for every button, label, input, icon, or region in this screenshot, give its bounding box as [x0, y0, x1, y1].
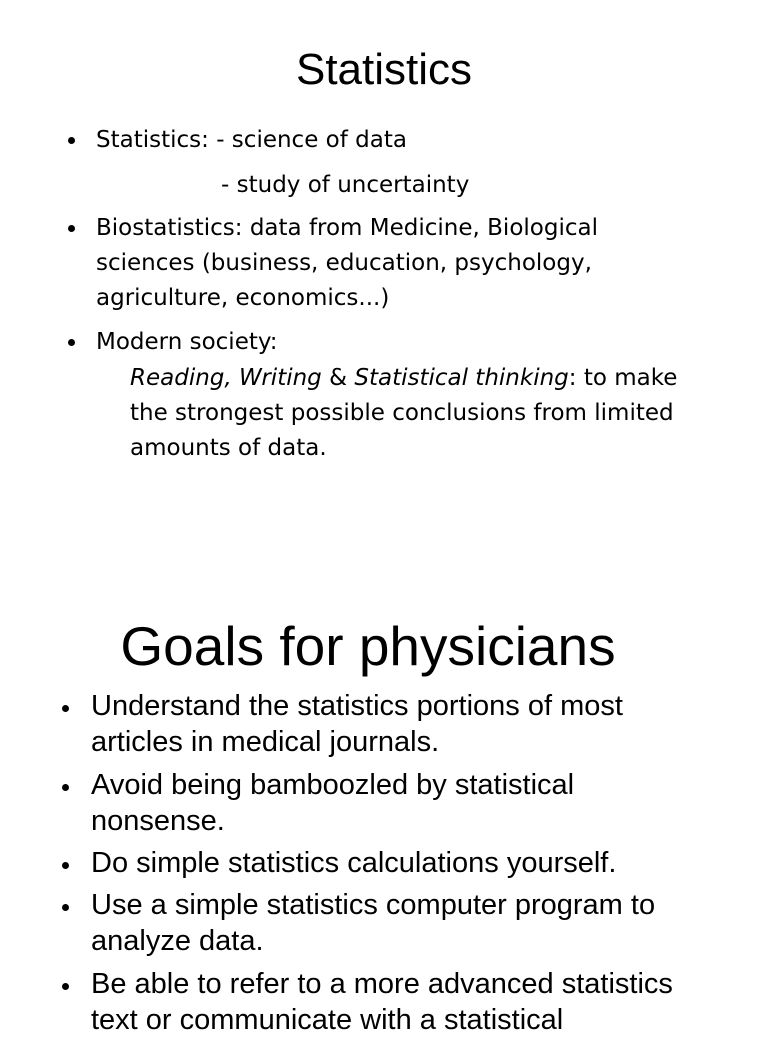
sub-text: [130, 361, 677, 396]
slide-goals-for-physicians: [0, 520, 768, 1036]
bullet-text: Use a simple statistics computer program to: [91, 889, 656, 921]
bullet-dot: [68, 339, 80, 351]
bullet-dot: [62, 983, 74, 995]
bullet-text: Statistics: - science of data: [96, 127, 407, 153]
bullet-text-continuation: articles in medical journals.: [91, 726, 440, 758]
bullet-text: Understand the statistics portions of most: [91, 690, 623, 722]
bullet-text: Avoid being bamboozled by statistical: [91, 769, 575, 801]
emphasis-text: Statistical thinking: [354, 365, 569, 391]
sub-text: amounts of data.: [130, 435, 327, 461]
sub-text: the strongest possible conclusions from limited: [130, 400, 674, 426]
slide-title: Goals for physicians: [120, 615, 616, 677]
bullet-text-continuation: text or communicate with a statistical: [91, 1004, 564, 1036]
bullet-text-continuation: - study of uncertainty: [221, 172, 470, 198]
bullet-dot: [68, 225, 80, 237]
emphasis-text: Reading, Writing: [130, 365, 322, 391]
bullet-text: Modern society:: [96, 329, 278, 355]
bullet-text-continuation: sciences (business, education, psychology,: [96, 250, 592, 276]
bullet-text: Biostatistics: data from Medicine, Biological: [96, 215, 598, 241]
bullet-dot: [62, 784, 74, 796]
sub-text-rest: : to make: [568, 365, 678, 391]
bullet-text: Be able to refer to a more advanced statistics: [91, 968, 673, 1000]
bullet-dot: [62, 904, 74, 916]
bullet-dot: [62, 705, 74, 717]
ampersand-text: &: [321, 365, 355, 391]
bullet-text-continuation: nonsense.: [91, 805, 225, 837]
slide-title: Statistics: [295, 45, 473, 94]
bullet-dot: [62, 862, 74, 874]
bullet-text-continuation: agriculture, economics...): [96, 285, 390, 311]
bullet-text: Do simple statistics calculations yourself.: [91, 847, 617, 879]
bullet-dot: [68, 137, 80, 149]
bullet-text-continuation: analyze data.: [91, 925, 264, 957]
